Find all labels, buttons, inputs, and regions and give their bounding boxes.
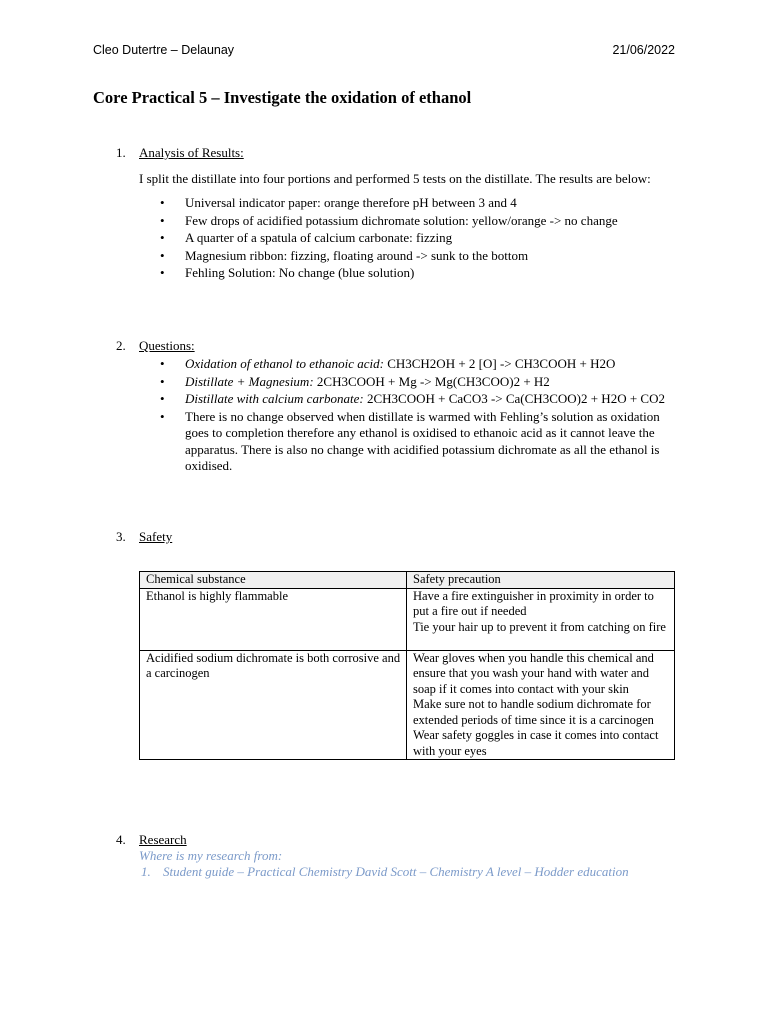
list-item: • Few drops of acidified potassium dichromate solution: yellow/orange -> no change <box>139 212 670 230</box>
section-number: 3. <box>116 529 126 544</box>
list-item: • Fehling Solution: No change (blue solution) <box>139 264 670 282</box>
table-cell: Ethanol is highly flammable <box>140 588 407 650</box>
precaution-line: Make sure not to handle sodium dichromate for extended periods of time since it is a carcinogen <box>413 697 654 727</box>
section-questions <box>116 338 676 476</box>
section-research <box>116 832 676 880</box>
list-item <box>139 356 670 373</box>
source-text: Student guide – Practical Chemistry David Scott – Chemistry A level – Hodder education <box>163 864 629 879</box>
item-lead: Distillate with calcium carbonate: <box>185 391 364 406</box>
precaution-line: Wear safety goggles in case it comes into contact with your eyes <box>413 728 659 758</box>
list-item <box>139 374 670 391</box>
item-text: There is no change observed when distillate is warmed with Fehling’s solution as oxidation goes to completion therefore any ethanol is oxidised to ethanoic acid as it cannot leave the apparatus. There is also no change with acidified potassium dichromate as all the ethanol is oxidised. <box>185 408 660 473</box>
item-text: 2CH3COOH + CaCO3 -> Ca(CH3COO)2 + H2O + CO2 <box>363 391 665 406</box>
section-heading <box>116 338 676 354</box>
column-header: Chemical substance <box>140 572 407 589</box>
table-header-row <box>140 572 675 589</box>
section-title: Research <box>139 832 187 847</box>
document-date: 21/06/2022 <box>612 43 675 57</box>
precaution-line: Have a fire extinguisher in proximity in order to put a fire out if needed <box>413 588 654 618</box>
table-cell <box>407 588 675 650</box>
precaution-line: Wear gloves when you handle this chemical and ensure that you wash your hand with water and soap if it comes into contact with your skin <box>413 650 654 696</box>
section-safety <box>116 529 676 545</box>
section-heading <box>116 832 676 848</box>
column-header: Safety precaution <box>407 572 675 589</box>
source-number: 1. <box>141 864 151 879</box>
list-item: • Universal indicator paper: orange therefore pH between 3 and 4 <box>139 194 670 212</box>
research-question: Where is my research from: <box>139 848 283 863</box>
item-lead: Distillate + Magnesium: <box>185 373 314 389</box>
section-title: Analysis of Results: <box>139 145 244 160</box>
list-item <box>139 391 670 408</box>
table-row <box>140 650 675 760</box>
analysis-intro: I split the distillate into four portions and performed 5 tests on the distillate. The results are below: <box>139 171 651 186</box>
section-analysis <box>116 145 676 282</box>
precaution-line: Tie your hair up to prevent it from catching on fire <box>413 619 666 634</box>
document-title: Core Practical 5 – Investigate the oxidation of ethanol <box>93 88 472 107</box>
section-number: 4. <box>116 832 126 847</box>
table-cell <box>407 650 675 760</box>
section-number: 2. <box>116 338 126 353</box>
section-heading <box>116 145 676 161</box>
page-header <box>93 42 675 58</box>
questions-list <box>116 356 676 475</box>
table-row <box>140 588 675 650</box>
list-item <box>139 409 670 475</box>
item-text: CH3CH2OH + 2 [O] -> CH3COOH + H2O <box>383 356 616 371</box>
safety-table <box>139 571 675 760</box>
section-title: Questions: <box>139 338 195 353</box>
item-lead: Oxidation of ethanol to ethanoic acid: <box>185 356 384 371</box>
section-title: Safety <box>139 529 173 544</box>
list-item: • A quarter of a spatula of calcium carbonate: fizzing <box>139 229 670 247</box>
list-item: • Magnesium ribbon: fizzing, floating around -> sunk to the bottom <box>139 247 670 265</box>
section-number: 1. <box>116 145 126 160</box>
source-item <box>141 864 651 880</box>
item-text: 2CH3COOH + Mg -> Mg(CH3COO)2 + H2 <box>313 373 550 389</box>
table-cell: Acidified sodium dichromate is both corrosive and a carcinogen <box>140 650 407 760</box>
author-name: Cleo Dutertre – Delaunay <box>93 43 235 57</box>
results-list <box>116 194 676 282</box>
section-heading <box>116 529 676 545</box>
